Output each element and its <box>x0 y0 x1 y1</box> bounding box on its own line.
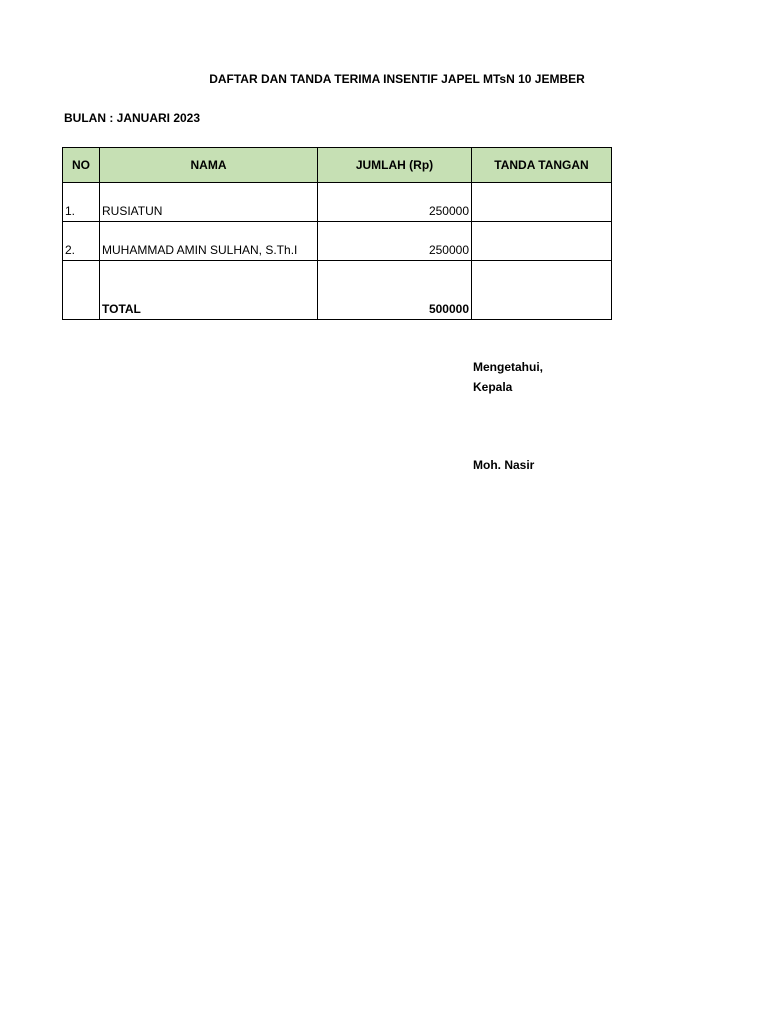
cell-jumlah: 250000 <box>318 183 472 222</box>
cell-nama: MUHAMMAD AMIN SULHAN, S.Th.I <box>100 222 318 261</box>
document-title: DAFTAR DAN TANDA TERIMA INSENTIF JAPEL MTsN 10 JEMBER <box>209 72 585 86</box>
cell-no: 1. <box>63 183 100 222</box>
cell-tanda-tangan-empty <box>472 261 612 320</box>
total-amount: 500000 <box>318 261 472 320</box>
header-nama: NAMA <box>100 148 318 183</box>
total-row <box>63 261 612 320</box>
cell-jumlah: 250000 <box>318 222 472 261</box>
cell-tanda-tangan <box>472 222 612 261</box>
table-header-row <box>63 148 612 183</box>
signature-role: Kepala <box>473 380 513 394</box>
signature-name: Moh. Nasir <box>473 458 535 472</box>
recipients-table <box>62 147 612 320</box>
table-row <box>63 183 612 222</box>
period-label: BULAN : JANUARI 2023 <box>64 111 201 125</box>
header-jumlah: JUMLAH (Rp) <box>318 148 472 183</box>
header-no: NO <box>63 148 100 183</box>
cell-tanda-tangan <box>472 183 612 222</box>
signature-acknowledgement: Mengetahui, <box>473 360 544 374</box>
total-label: TOTAL <box>100 261 318 320</box>
cell-no-empty <box>63 261 100 320</box>
cell-nama: RUSIATUN <box>100 183 318 222</box>
table-row <box>63 222 612 261</box>
cell-no: 2. <box>63 222 100 261</box>
header-tanda-tangan: TANDA TANGAN <box>472 148 612 183</box>
